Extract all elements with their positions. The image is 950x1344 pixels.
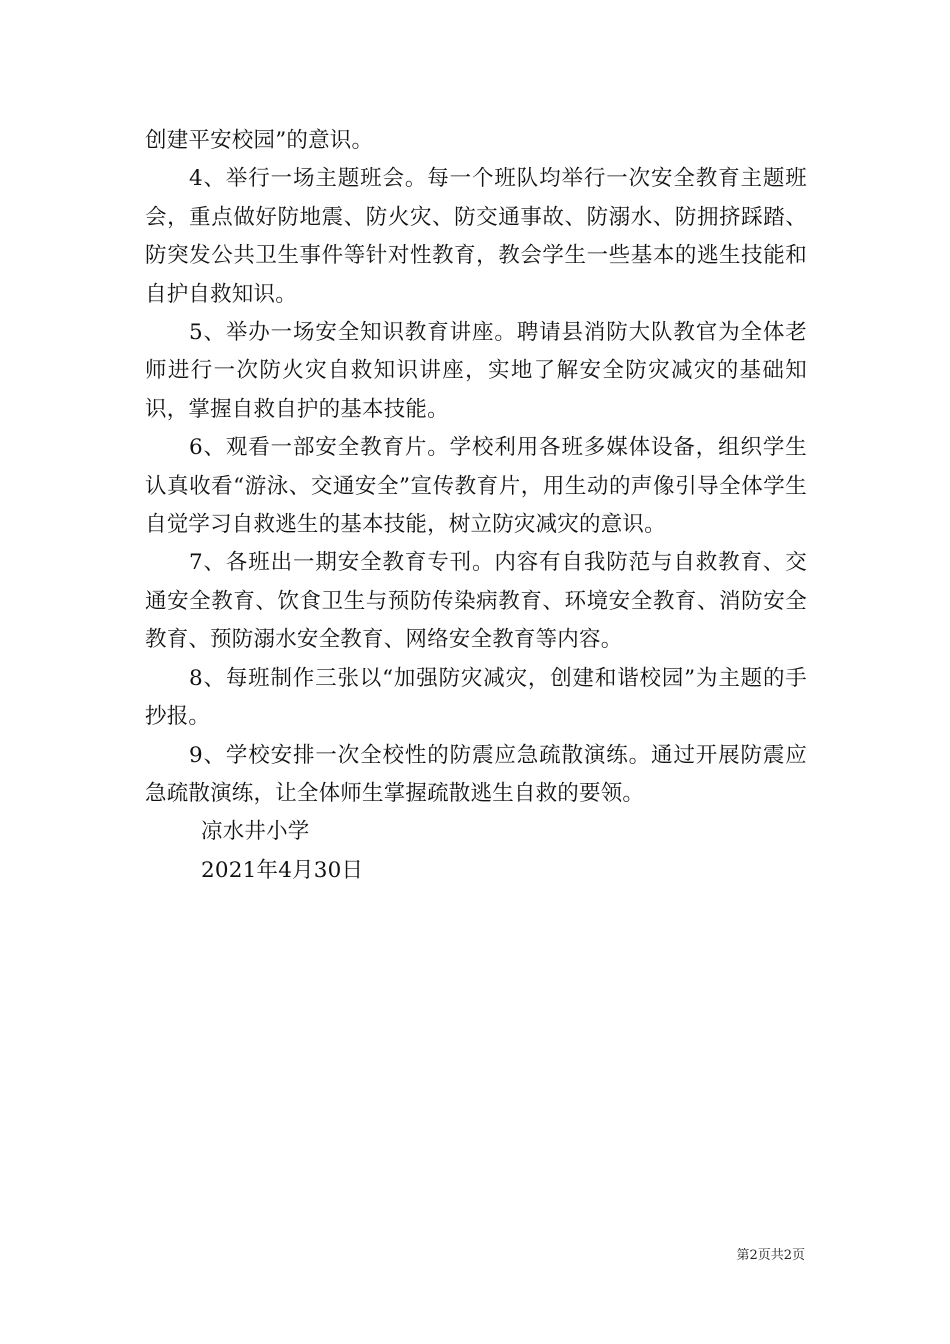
- paragraph-item-5: 5、举办一场安全知识教育讲座。聘请县消防大队教官为全体老师进行一次防火灾自救知识讲座，实地了解安全防灾减灾的基础知识，掌握自救自护的基本技能。: [145, 320, 807, 422]
- paragraph-item-6: 6、观看一部安全教育片。学校利用各班多媒体设备，组织学生认真收看“游泳、交通安全”宣传教育片，用生动的声像引导全体学生自觉学习自救逃生的基本技能，树立防灾减灾的意识。: [145, 435, 807, 538]
- signature-date: 2021年4月30日: [201, 857, 364, 883]
- document-body: [145, 122, 807, 890]
- paragraph-item-9: 9、学校安排一次全校性的防震应急疏散演练。通过开展防震应急疏散演练，让全体师生掌握疏散逃生自救的要领。: [145, 742, 807, 806]
- paragraph-item-7: 7、各班出一期安全教育专刊。内容有自我防范与自救教育、交通安全教育、饮食卫生与预防传染病教育、环境安全教育、消防安全教育、预防溺水安全教育、网络安全教育等内容。: [145, 550, 807, 653]
- signature-organization: 凉水井小学: [201, 819, 310, 845]
- page-number: 第2页共2页: [736, 1248, 805, 1263]
- paragraph-item-8: 8、每班制作三张以“加强防灾减灾，创建和谐校园”为主题的手抄报。: [145, 665, 807, 730]
- paragraph-continuation: 创建平安校园”的意识。: [145, 128, 374, 153]
- paragraph-item-4: 4、举行一场主题班会。每一个班队均举行一次安全教育主题班会，重点做好防地震、防火灾、防交通事故、防溺水、防拥挤踩踏、防突发公共卫生事件等针对性教育，教会学生一些基本的逃生技能和自护自救知识。: [145, 166, 807, 307]
